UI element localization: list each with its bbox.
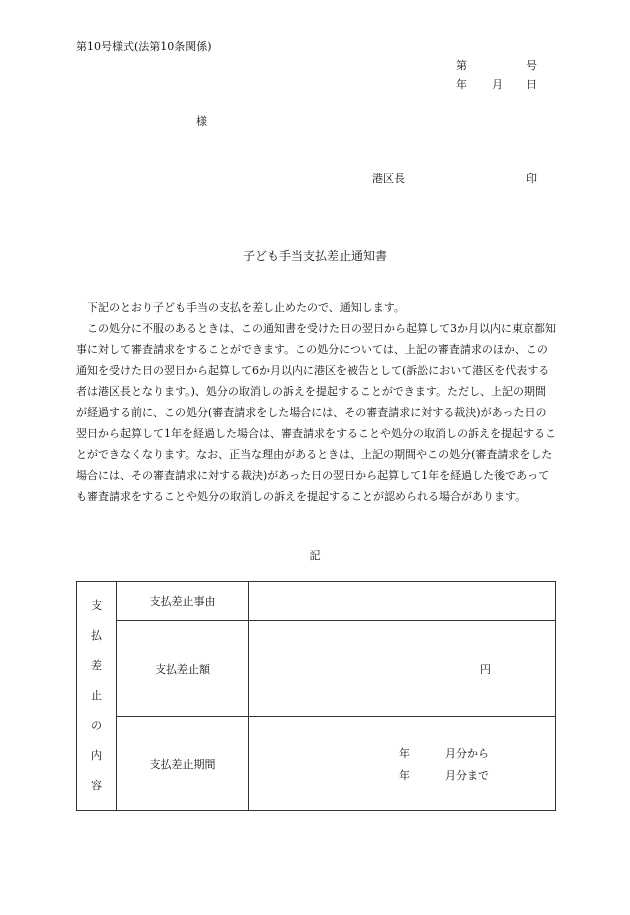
period-label: 支払差止期間	[117, 717, 249, 811]
recipient-honorific: 様	[196, 115, 207, 128]
amount-unit: 円	[480, 663, 491, 676]
form-number-label: 第10号様式(法第10条関係)	[76, 40, 212, 53]
notice-body	[76, 297, 556, 507]
reason-value[interactable]	[249, 582, 556, 621]
document-number-prefix: 第	[456, 59, 467, 72]
vertical-label-char: 内	[91, 749, 102, 762]
reason-label: 支払差止事由	[117, 582, 249, 621]
notice-paragraph-2: この処分に不服のあるときは、この通知書を受けた日の翌日から起算して3か月以内に東京都知事に対して審査請求をすることができます。この処分については、上記の審査請求のほか、この通知を受けた日の翌日から起算して6か月以内に港区を被告として(訴訟において港区を代表する者は港区長となります。)、処分の取消しの訴えを提起することができます。ただし、上記の期間が経過する前に、この処分(審査請求をした場合には、その審査請求に対する裁決)があった日の翌日から起算して1年を経過した場合は、審査請求をすることや処分の取消しの訴えを提起することができなくなります。なお、正当な理由があるときは、上記の期間やこの処分(審査請求をした場合には、その審査請求に対する裁決)があった日の翌日から起算して1年を経過した後であっても審査請求をすることや処分の取消しの訴えを提起することが認められる場合があります。	[76, 322, 556, 503]
document-number-suffix: 号	[526, 59, 537, 72]
date-day: 日	[526, 78, 537, 91]
ki-heading: 記	[309, 549, 321, 562]
period-to-year: 年	[399, 769, 410, 782]
suspension-details-table	[76, 581, 556, 811]
notice-paragraph-1: 下記のとおり子ども手当の支払を差し止めたので、通知します。	[87, 301, 405, 314]
date-year: 年	[456, 78, 467, 91]
table-row-amount	[77, 621, 556, 717]
document-title: 子ども手当支払差止通知書	[242, 249, 387, 263]
period-value[interactable]	[249, 717, 556, 811]
table-row-period	[77, 717, 556, 811]
vertical-label-char: 止	[91, 689, 102, 702]
period-from-year: 年	[399, 747, 410, 760]
vertical-label-char: 支	[91, 599, 102, 612]
amount-value[interactable]	[249, 621, 556, 717]
date-month: 月	[492, 78, 503, 91]
table-row-reason	[77, 582, 556, 621]
period-to-line	[399, 767, 489, 783]
sender-name: 港区長	[372, 172, 405, 185]
period-from-text: 月分から	[445, 747, 489, 760]
vertical-label-char: 差	[91, 659, 102, 672]
vertical-label	[77, 582, 117, 811]
period-from-line	[399, 745, 489, 761]
vertical-label-char: 容	[91, 779, 102, 792]
amount-label: 支払差止額	[117, 621, 249, 717]
period-to-text: 月分まで	[445, 769, 489, 782]
vertical-label-char: 払	[91, 629, 102, 642]
seal-mark: 印	[526, 172, 537, 185]
vertical-label-char: の	[91, 719, 102, 732]
